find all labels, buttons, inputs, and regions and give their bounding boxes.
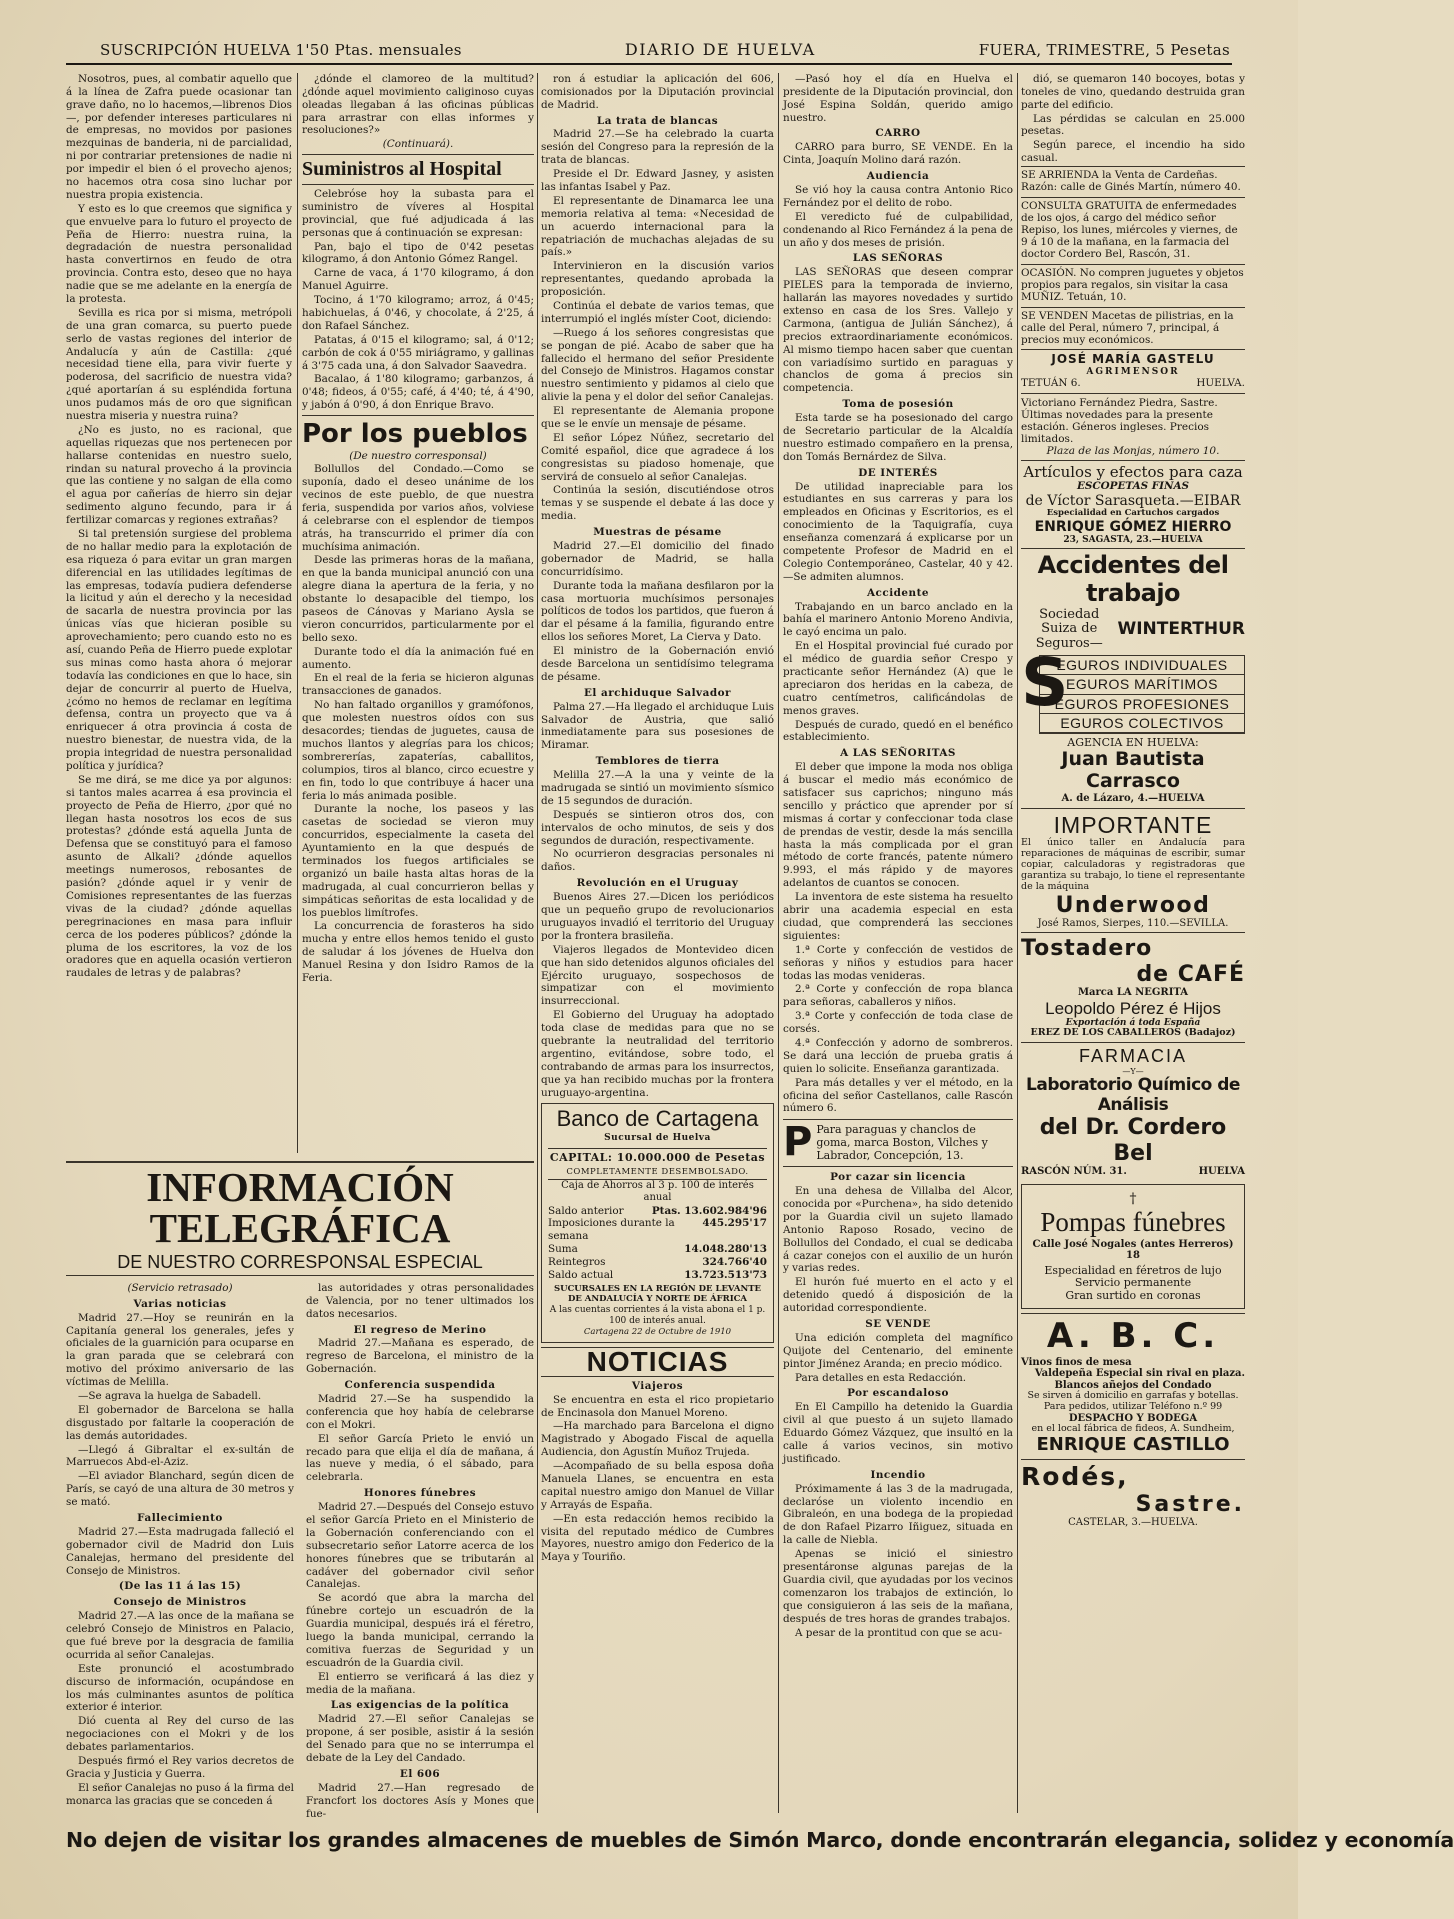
section-heading: Revolución en el Uruguay <box>576 877 739 890</box>
paragraph: El representante de Dinamarca lee una memoria relativa al tema: «Necesidad de un acuerdo internacional para la repatriación de muchachas alejadas de su país.» <box>541 194 774 259</box>
pompas-title: Pompas fúnebres <box>1040 1207 1226 1238</box>
paragraph: —Pasó hoy el día en Huelva el presidente de la Diputación provincial, don José Espina Soldán, querido amigo nuestro. <box>783 72 1013 124</box>
paragraph: Madrid 27.—Hoy se reunirán en la Capitanía general los generales, jefes y oficiales de la guarnición para ocuparse en la gran parada que se celebrará con motivo del próximo aniversario de las víctimas de Melilla. <box>66 1311 294 1389</box>
telegraphic-subheadline: DE NUESTRO CORRESPONSAL ESPECIAL <box>66 1249 534 1276</box>
paragraph: Palma 27.—Ha llegado el archiduque Luis Salvador de Austria, que salió inmediatamente para sus posesiones de Miramar. <box>541 700 774 752</box>
seguros-list <box>1039 655 1245 733</box>
paragraph: Después de curado, quedó en el benéfico establecimiento. <box>783 718 1013 744</box>
paragraph: Bollullos del Condado.—Como se suponía, dado el deseo unánime de los vecinos de este pueblo, de que nuestra feria, suspendida por varios años, volviese á celebrarse con el esplendor de tiempos atrás, ha transcurrido el primer día con muchísima animación. <box>302 463 534 553</box>
caza-ad <box>1021 460 1245 549</box>
section-heading: Muestras de pésame <box>593 526 722 539</box>
paraguas-initial: P <box>783 1119 813 1166</box>
paragraph: Si tal pretensión surgiese del problema de no hallar medio para la explotación de esa riqueza ó para evitar un gran margen diferencial en las utilidades legítimas de las empresas, todavía pudiera defenderse la licitud y aún el derecho y la necesidad de sacarla de nuestra provincia por las únicas vías que hicieran posible su aprovechamiento; pero cuando esto no es así, cuando Peña de Hierro puede explotar sus minas como hasta ahora ó mejorar todavía las condiciones en que lo hace, sin dejar de concurrir al puerto de Huelva, ¿cómo no hemos de reclamar en legítima defensa, contra un proyecto que va á enriquecer á otra provincia á costa de nuestro bienestar, de nuestra vida, de la propia integridad de nuestra personalidad política y jurídica? <box>66 528 292 773</box>
paragraph: A pesar de la prontitud con que se acu- <box>795 1626 1003 1639</box>
bank-row-label: Saldo anterior <box>548 1204 624 1217</box>
section-heading: Accidente <box>866 586 929 599</box>
section-heading: Por escandaloso <box>847 1387 949 1400</box>
paragraph: Madrid 27.—Han regresado de Francfort los doctores Asís y Mones que fue- <box>306 1781 534 1820</box>
importante-title: IMPORTANTE <box>1053 811 1213 838</box>
paragraph: Madrid 27.—Se ha suspendido la conferencia que hoy había de celebrarse con el Mokri. <box>306 1392 534 1431</box>
incendio-cause: Según parece, el incendio ha sido casual. <box>1021 139 1245 165</box>
paragraph: Se acordó que abra la marcha del fúnebre cortejo un escuadrón de la Guardia municipal, después irá el féretro, luego la banda municipal, cerrando la comitiva fuerzas de Seguridad y un escuadrón de la Guardia civil. <box>306 1592 534 1669</box>
section-heading: Viajeros <box>631 1379 684 1392</box>
bank-row-value: 324.766'40 <box>702 1256 767 1269</box>
agencia-label: AGENCIA EN HUELVA: <box>1067 735 1199 749</box>
paragraph: —Se agrava la huelga de Sabadell. <box>78 1389 262 1402</box>
section-heading: A LAS SEÑORITAS <box>840 747 956 760</box>
editorial-paragraphs <box>66 73 292 980</box>
paragraph: El señor López Núñez, secretario del Comité español, dice que agradece á los congresistas su piadoso homenaje, que servirá de consuelo al señor Canalejas. <box>541 431 774 483</box>
seguros-initial: S <box>1021 644 1069 722</box>
telegraphic-section <box>66 1161 534 1820</box>
bank-row-label: Suma <box>548 1243 578 1256</box>
noticias-items-2 <box>783 73 1013 1115</box>
paragraph: En El Campillo ha detenido la Guardia civil al que puesto á un sujeto llamado Eduardo Gómez Vázquez, que insultó en la calle á varios vecinos, sin motivo justificado. <box>783 1401 1013 1465</box>
paragraph: Después se sintieron otros dos, con intervalos de ocho minutos, de seis y dos segundos de duración, respectivamente. <box>541 808 774 847</box>
caza-address: 23, SAGASTA, 23.—HUELVA <box>1063 535 1203 546</box>
bank-row <box>548 1205 767 1218</box>
section-heading: Varias noticias <box>133 1297 227 1310</box>
abc-ad <box>1021 1313 1245 1459</box>
paragraph: ron á estudiar la aplicación del 606, comisionados por la Diputación provincial de Madrid. <box>541 72 774 111</box>
paragraph: Para más detalles y ver el método, en la oficina del señor Castellanos, calle Rascón número 6. <box>783 1076 1013 1115</box>
abc-fabrica: en el local fábrica de fideos, A. Sundheim, <box>1031 1423 1235 1435</box>
caza-brand: de Víctor Sarasqueta.—EIBAR <box>1025 493 1241 510</box>
victoriano-address: Plaza de las Monjas, número 10. <box>1046 444 1220 457</box>
cafe-subtitle: de CAFÉ <box>1136 961 1245 987</box>
paragraph: El representante de Alemania propone que se le envíe un mensaje de pésame. <box>541 405 774 430</box>
paragraph: Tocino, á 1'70 kilogramo; arroz, á 0'45; habichuelas, á 0'46, y chocolate, á 2'25, á don Rafael Sánchez. <box>302 294 534 332</box>
column-telegrams <box>541 73 774 1813</box>
rodes-address: CASTELAR, 3.—HUELVA. <box>1068 1517 1198 1529</box>
hospital-paragraphs <box>302 188 534 412</box>
winterthur-society: Sociedad Suiza de Seguros— <box>1035 606 1103 652</box>
cafe-export: Exportación á toda España <box>1065 1018 1201 1029</box>
paragraph: Dió cuenta al Rey del curso de las negociaciones con el Mokri y de los debates parlamentarios. <box>66 1715 294 1754</box>
abc-title: A. B. C. <box>1046 1316 1220 1357</box>
incendio-cont: dió, se quemaron 140 bocoyes, botas y toneles de vino, quedando destruida gran parte del edificio. <box>1021 72 1245 111</box>
masthead <box>66 36 1232 65</box>
paragraph: Y esto es lo que creemos que significa y que envuelve para lo futuro el proyecto de Peña de Hierro: nuestra ruina, la degradación de nuestra personalidad hasta convertirnos en feudo de otra provincia. Contra esto, deseo que no haya nadie que se me adelante en la energía de la protesta. <box>66 202 292 305</box>
subscription-outside: FUERA, TRIMESTRE, 5 Pesetas <box>978 41 1230 60</box>
cafe-title: Tostadero <box>1021 936 1153 962</box>
paragraph: Apenas se inició el siniestro presentáronse algunas parejas de la Guardia civil, que ayudadas por los vecinos comenzaron los trabajos de extinción, lo que consiguieron á las seis de la mañana, después de tres horas de grandes trabajos. <box>783 1548 1013 1625</box>
telegraphic-left <box>66 1298 294 1808</box>
telegraphic-right <box>306 1282 534 1822</box>
paragraph: Madrid 27.—Mañana es esperado, de regreso de Barcelona, el ministro de la Gobernación. <box>306 1337 534 1376</box>
bank-row-value: 13.723.513'73 <box>684 1268 767 1281</box>
bank-ad <box>541 1103 774 1342</box>
pompas-servicio: Servicio permanente <box>1074 1276 1192 1290</box>
cafe-owner: Leopoldo Pérez é Hijos <box>1045 998 1221 1018</box>
section-heading: Temblores de tierra <box>595 755 720 768</box>
section-heading: Honores fúnebres <box>363 1487 477 1500</box>
underwood-address: José Ramos, Sierpes, 110.—SEVILLA. <box>1037 917 1229 929</box>
column-noticias <box>783 73 1013 1813</box>
bank-branches: SUCURSALES EN LA REGIÓN DE LEVANTE DE ANDALUCÍA Y NORTE DE ÁFRICA <box>553 1283 762 1305</box>
agencia-name: Juan Bautista Carrasco <box>1061 748 1205 793</box>
paragraph: La inventora de este sistema ha resuelto abrir una academia especial en esta ciudad, que comprenderá las secciones siguientes: <box>783 891 1013 942</box>
column-ads <box>1021 73 1245 1813</box>
classified-ad: CONSULTA GRATUITA de enfermedades de los ojos, á cargo del médico señor Repiso, los lunes, miércoles y viernes, de 9 á 10 de la mañana, en la farmacia del doctor Cordero Bel, Rascón, 31. <box>1021 197 1245 264</box>
paragraph: El deber que impone la moda nos obliga á buscar el medio más económico de satisfacer sus caprichos; ninguno más sencillo y práctico que aprender por sí mismas á cortar y confeccionar toda clase de prendas de vestir, desde la más sencilla hasta la más complicada por el gran método de corte francés, patente número 9.993, el más rápido y de mayores adelantos de cuantos se conocen. <box>783 761 1013 890</box>
paragraph: El señor Canalejas no puso á la firma del monarca las gracias que se conceden á <box>66 1781 294 1807</box>
noticias-items <box>541 1380 774 1564</box>
cafe-brand: Marca LA NEGRITA <box>1077 987 1189 998</box>
continuara: (Continuará). <box>382 138 454 151</box>
paragraph: —Acompañado de su bella esposa doña Manuela Llanes, se encuentra en esta capital nuestro amigo don Manuel de Villar y Arrayás de España. <box>541 1460 774 1511</box>
section-heading: (De las 11 á las 15) <box>118 1580 242 1593</box>
agencia-address: A. de Lázaro, 4.—HUELVA <box>1061 793 1205 805</box>
paragraph: Buenos Aires 27.—Dicen los periódicos que un pequeño grupo de revolucionarios uruguayos invadió el territorio del Uruguay por la frontera brasileña. <box>541 891 774 942</box>
classified-ad: SE VENDEN Macetas de pilistrias, en la calle del Peral, número 7, principal, á precios muy económicos. <box>1021 307 1245 350</box>
paragraph: CARRO para burro, SE VENDE. En la Cinta, Joaquín Molino dará razón. <box>783 141 1013 167</box>
paragraph: Madrid 27.—Después del Consejo estuvo el señor García Prieto en el Ministerio de la Gobernación conferenciando con el subsecretario señor Latorre acerca de los honores fúnebres que se tributarán al cadáver del gobernador civil señor Canalejas. <box>306 1501 534 1591</box>
noticias-items-3 <box>783 1171 1013 1639</box>
paragraph: El señor García Prieto le envió un recado para que elija el día de mañana, á las nueve y media, ó el sábado, para celebrarla. <box>306 1432 534 1484</box>
winterthur-brand: WINTERTHUR <box>1117 619 1245 640</box>
paragraph: Se encuentra en esta el rico propietario de Encinasola don Manuel Moreno. <box>541 1393 774 1419</box>
paragraph: El gobernador de Barcelona se halla disgustado por faltarle la cooperación de las demás autoridades. <box>66 1403 294 1442</box>
paragraph: Durante toda la mañana desfilaron por la casa mortuoria muchísimos personajes políticos de todos los partidos, que fueron á dar el pésame á la familia, figurando entre ellos los señores Moret, La Cierva y Dato. <box>541 579 774 644</box>
gastelu-role: AGRIMENSOR <box>1086 367 1180 378</box>
paragraph: El entierro se verificará á las diez y media de la mañana. <box>306 1670 534 1696</box>
hospital-headline: Suministros al Hospital <box>302 154 534 185</box>
pompas-coronas: Gran surtido en coronas <box>1065 1288 1201 1302</box>
farmacia-ad <box>1021 1042 1245 1180</box>
paragraph: 2.ª Corte y confección de ropa blanca para señoras, caballeros y niños. <box>783 983 1013 1009</box>
paragraph: Trabajando en un barco anclado en la bahía el marinero Antonio Moreno Andivia, le cayó encima un palo. <box>783 600 1013 639</box>
paragraph: Intervinieron en la discusión varios representantes, quedando aprobada la proposición. <box>541 260 774 299</box>
winterthur-title: Accidentes del trabajo <box>1037 551 1229 607</box>
farmacia-address: RASCÓN NÚM. 31. <box>1021 1165 1127 1177</box>
noticias-headline: NOTICIAS <box>541 1347 774 1377</box>
abc-valdepena: Valdepeña Especial sin rival en plaza. <box>1034 1368 1245 1380</box>
farmacia-and: —Y— <box>1122 1067 1144 1076</box>
bank-row-value: 445.295'17 <box>702 1217 767 1230</box>
seguros-item: EGUROS INDIVIDUALES <box>1040 656 1244 675</box>
pueblos-paragraphs <box>302 463 534 985</box>
bank-row <box>548 1243 767 1256</box>
section-heading: El regreso de Merino <box>353 1323 487 1336</box>
abc-owner: ENRIQUE CASTILLO <box>1036 1434 1230 1456</box>
section-heading: El archiduque Salvador <box>583 686 731 699</box>
paragraph: Madrid 27.—El domicilio del finado gobernador de Madrid, se halla concurridísimo. <box>541 540 774 578</box>
paragraph: Esta tarde se ha posesionado del cargo de Secretario particular de la Alcaldía nuestro estimado compañero en la prensa, don Tomás Bernárdez de Silva. <box>783 412 1013 463</box>
paragraph: En una dehesa de Villalba del Alcor, conocida por «Purchena», ha sido detenido por la Guardia civil un sujeto llamado Antonio Raposo Rosado, vecino de Bollullos del Condado, el cual se dedicaba á cazar conejos con el auxilio de un hurón y varias redes. <box>783 1185 1013 1275</box>
cafe-address: EREZ DE LOS CABALLEROS (Badajoz) <box>1030 1027 1236 1039</box>
paragraph: No ocurrieron desgracias personales ni daños. <box>541 848 774 874</box>
paragraph: 3.ª Corte y confección de toda clase de corsés. <box>783 1010 1013 1036</box>
paragraph: Sevilla es rica por si misma, metrópoli de una gran comarca, su puerto puede serlo de vastas regiones del interior de Andalucía y aún de Castilla: ¿qué necesidad tiene ella, para vivir fuerte y poderosa, del sacrificio de nuestra vida? ¿qué aportarían á su espléndida fortuna unos pudamos más de oro que significan nuestra miseria y nuestra ruina? <box>66 306 292 422</box>
caza-escopetas: ESCOPETAS FINAS <box>1076 480 1190 493</box>
pompas-address: Calle José Nogales (antes Herreros) 18 <box>1032 1238 1234 1262</box>
gastelu-name: JOSÉ MARÍA GASTELU <box>1051 352 1215 367</box>
farmacia-title: FARMACIA <box>1078 1046 1187 1067</box>
paragraph: Durante todo el día la animación fué en aumento. <box>302 645 534 671</box>
bank-balance <box>548 1205 767 1282</box>
paragraph: Se vió hoy la causa contra Antonio Rico Fernández por el delito de robo. <box>783 183 1013 209</box>
paraguas-ad <box>783 1119 1013 1167</box>
paragraph: Melilla 27.—A la una y veinte de la madrugada se sintió un movimiento sísmico de 15 segundos de duración. <box>541 769 774 807</box>
paragraph: En el Hospital provincial fué curado por el médico de guardia señor Crespo y practicante señor Hernández (A) que le apreciaron dos heridas en la cabeza, de cuatro centímetros, calificándolas de menos graves. <box>783 640 1013 717</box>
abc-despacho: DESPACHO Y BODEGA <box>1068 1412 1198 1424</box>
rodes-ad <box>1021 1459 1245 1532</box>
editorial-end: ¿dónde el clamoreo de la multitud? ¿dónde aquel movimiento caliginoso cuyas oleadas llegaban á las oficinas públicas para arrastrar con ellas informes y resoluciones?» <box>302 72 534 137</box>
bank-row <box>548 1256 767 1269</box>
seguros-item: EGUROS COLECTIVOS <box>1040 714 1244 733</box>
service-note: (Servicio retrasado) <box>127 1281 233 1294</box>
bank-row-label: Reintegros <box>548 1256 606 1269</box>
bank-row-value: Ptas. 13.602.984'96 <box>651 1204 767 1217</box>
paragraph: Próximamente á las 3 de la madrugada, declaróse un violento incendio en Gibraleón, en una bodega de la propiedad de don Rafael Pizarro Iñiguez, situada en la calle de Niebla. <box>783 1482 1013 1547</box>
telegraphic-headline: INFORMACIÓN TELEGRÁFICA <box>66 1161 534 1249</box>
bank-interest: A las cuentas corrientes á la vista abona el 1 p. 100 de interés anual. <box>549 1304 766 1327</box>
paragraph: La concurrencia de forasteros ha sido mucha y entre ellos hemos tenido el gusto de saludar á los jóvenes de Huelva don Manuel Resina y don Isidro Ramos de la Feria. <box>302 920 534 984</box>
underwood-brand: Underwood <box>1055 892 1211 918</box>
paragraph: Bacalao, á 1'80 kilogramo; garbanzos, á 0'48; fideos, á 0'55; café, á 4'40; té, á 4'90, y jabón á 0'90, á don Enrique Bravo. <box>302 373 534 412</box>
victoriano-text: Victoriano Fernández Piedra, Sastre. Últimas novedades para la presente estación. Géneros ingleses. Precios limitados. <box>1021 396 1218 445</box>
paragraph: Patatas, á 0'15 el kilogramo; sal, á 0'12; carbón de cok á 0'55 miriágramo, y gallinas á 3'75 cada una, á don Salvador Saavedra. <box>302 333 534 372</box>
paragraph: —El aviador Blanchard, según dicen de París, se cayó de una altura de 30 metros y se mató. <box>66 1470 294 1509</box>
column-hospital-pueblos <box>302 73 534 1153</box>
section-heading: CARRO <box>875 127 921 140</box>
newspaper-title: DIARIO DE HUELVA <box>624 40 816 59</box>
paragraph: Después firmó el Rey varios decretos de Gracia y Justicia y Guerra. <box>66 1755 294 1780</box>
paragraph: Nosotros, pues, al combatir aquello que á la línea de Zafra puede ocasionar tan grave daño, no lo hacemos,—librenos Dios —, por defender intereses particulares ni de empresas, no movidos por pasiones mezquinas de banderia, ni de parcialidad, ni por contrariar pretensiones de nadie ni por impedir el bien ó el provecho ajenos; no hacemos otra cosa sino luchar por nuestra propia existencia. <box>66 72 292 201</box>
bank-title: Banco de Cartagena <box>556 1106 759 1132</box>
section-heading: Toma de posesión <box>842 398 954 411</box>
paragraph: No han faltado organillos y gramófonos, que molesten nuestros oídos con sus desacordes; tiendas de juguetes, causa de muchos llantos y alegrías para los chicos; sombrererías, zapaterías, caballitos, columpios, tiros al blanco, circo ecuestre y en fin, todo lo que contribuye á hacer una feria lo más animada posible. <box>302 699 534 802</box>
caza-owner: ENRIQUE GÓMEZ HIERRO <box>1034 518 1232 535</box>
telegram-items <box>541 73 774 1100</box>
farmacia-doctor: del Dr. Cordero Bel <box>1039 1115 1227 1166</box>
paragraph: —Ruego á los señores congresistas que se pongan de pié. Acabo de saber que ha fallecido el hermano del señor Presidente del Consejo de Ministros. Hagamos constar nuestro sentimiento y pidamos al cielo que alivie la pena y el dolor del señor Canalejas. <box>541 326 774 404</box>
importante-text: El único taller en Andalucía para reparaciones de máquinas de escribir, sumar copiar, calculadoras y registradoras que garantiza su trabajo, lo tiene el representante de la máquina <box>1021 837 1245 892</box>
section-heading: Por cazar sin licencia <box>830 1171 966 1184</box>
seguros-item: EGUROS MARÍTIMOS <box>1040 675 1244 694</box>
section-heading: DE INTERÉS <box>858 466 938 479</box>
paragraph: LAS SEÑORAS que deseen comprar PIELES para la temporada de invierno, hallarán las mayores novedades y surtido extenso en casa de los Sres. Vallejo y Carmona, (antigua de Julián Sánchez), á precios extraordinariamente económicos. Al mismo tiempo hacen saber que cuentan con variadísimo surtido en paraguas y chanclos de goma á precios sin competencia. <box>783 266 1013 395</box>
paragraph: Desde las primeras horas de la mañana, en que la banda municipal anunció con una alegre diana la apertura de la feria, y no obstante lo desapacible del tiempo, los paseos de Cánovas y Mariano Aysla se vieron concurridos, particularmente por el bello sexo. <box>302 554 534 644</box>
abc-vinos: Vinos finos de mesa <box>1021 1356 1132 1368</box>
bank-row <box>548 1269 767 1282</box>
paragraph: Carne de vaca, á 1'70 kilogramo, á don Manuel Aguirre. <box>302 267 534 293</box>
rodes-role: Sastre. <box>1135 1491 1245 1517</box>
paragraph: Madrid 27.—El señor Canalejas se propone, á ser posible, asistir á la sesión del Senado para que no se interrumpa el debate de la Ley del Candado. <box>306 1713 534 1764</box>
paragraph: Pan, bajo el tipo de 0'42 pesetas kilogramo, á don Antonio Gómez Rangel. <box>302 240 534 266</box>
paragraph: Se me dirá, se me dice ya por algunos: si tantos males acarrea á esa provincia el proyecto de Peña de Hierro, ¿por qué no llegan hasta nosotros los ecos de sus protestas? ¿dónde está aquella Junta de Defensa que se constituyó para el famoso asunto de Alkali? ¿dónde aquellos meetings numerosos, rebosantes de pasión? ¿dónde aquel ir y venir de Comisiones representantes de las fuerzas vivas de la ciudad? ¿dónde aquellas peregrinaciones en masa para influir cerca de los poderes públicos? ¿dónde la pluma de los escritores, la voz de los oradores que en aquella ocasión vertieron raudales de letras y de palabras? <box>66 773 292 980</box>
paragraph: —Llegó á Gibraltar el ex-sultán de Marruecos Abd-el-Aziz. <box>66 1443 294 1469</box>
paragraph: Continúa la sesión, discutiéndose otros temas y se suspende el debate á las doce y media. <box>541 484 774 523</box>
bank-row-label: Imposiciones durante la semana <box>548 1217 675 1243</box>
paragraph: 4.ª Confección y adorno de sombreros. Se dará una lección de prueba gratis á quien lo solicite. Enseñanza garantizada. <box>783 1036 1013 1075</box>
footer-banner: No dejen de visitar los grandes almacenes de muebles de Simón Marco, donde encontrarán elegancia, solidez y economía <box>66 1828 1454 1852</box>
paraguas-text: Para paraguas y chanclos de goma, marca Boston, Vilches y Labrador, Concepción, 13. <box>816 1123 988 1162</box>
caza-cartuchos: Especialidad en Cartuchos cargados <box>1046 508 1220 519</box>
incendio-losses: Las pérdidas se calculan en 25.000 pesetas. <box>1021 112 1245 138</box>
farmacia-city: HUELVA <box>1198 1165 1245 1177</box>
section-heading: La trata de blancas <box>596 114 719 127</box>
cafe-ad <box>1021 932 1245 1042</box>
section-heading: Audiencia <box>866 170 930 183</box>
paragraph: las autoridades y otras personalidades de Valencia, por no tener ultimados los datos necesarios. <box>306 1281 534 1320</box>
gastelu-city: HUELVA. <box>1196 376 1245 389</box>
paragraph: Para detalles en esta Redacción. <box>795 1371 967 1384</box>
winterthur-ad <box>1021 548 1245 807</box>
paragraph: Continúa el debate de varios temas, que interrumpió el inglés míster Coot, diciendo: <box>541 299 774 325</box>
victoriano-ad <box>1021 393 1245 460</box>
bank-row-label: Saldo actual <box>548 1268 614 1281</box>
gastelu-address: TETUÁN 6. <box>1021 376 1081 389</box>
rodes-name: Rodés, <box>1021 1461 1129 1491</box>
paragraph: El hurón fué muerto en el acto y el detenido quedó á disposición de la autoridad correspondiente. <box>783 1276 1013 1315</box>
paragraph: De utilidad inapreciable para los estudiantes en sus carreras y para los empleados en Oficinas y Escritorios, es el conocimiento de la Taquigrafía, cuya enseñanza comenzará á explicarse por un competente Profesor de Madrid en el Colegio Contemporáneo, Castelar, 40 y 42.—Se admiten alumnos. <box>783 480 1013 583</box>
bank-row-value: 14.048.280'13 <box>684 1243 767 1256</box>
bank-branch: Sucursal de Huelva <box>604 1133 711 1144</box>
section-heading: Consejo de Ministros <box>113 1596 247 1609</box>
cross-icon: † <box>1129 1191 1137 1208</box>
pompas-feretros: Especialidad en féretros de lujo <box>1044 1263 1222 1277</box>
paragraph: El veredicto fué de culpabilidad, condenando al Rico Fernández á la pena de un año y dos meses de prisión. <box>783 210 1013 249</box>
bank-paid: COMPLETAMENTE DESEMBOLSADO. <box>566 1167 749 1178</box>
section-heading: Incendio <box>870 1468 926 1481</box>
section-heading: Conferencia suspendida <box>344 1379 496 1392</box>
pueblos-headline: Por los pueblos <box>302 415 534 450</box>
underwood-ad <box>1021 808 1245 933</box>
section-heading: LAS SEÑORAS <box>852 252 944 265</box>
section-heading: Las exigencias de la política <box>330 1699 510 1712</box>
paragraph: Celebróse hoy la subasta para el suministro de víveres al Hospital provincial, que fué adjudicada á las personas que á continuación se expresan: <box>302 187 534 239</box>
columns <box>66 72 1245 1823</box>
column-editorial <box>66 73 292 1153</box>
farmacia-lab: Laboratorio Químico de Análisis <box>1026 1075 1240 1115</box>
abc-blancos: Blancos añejos del Condado <box>1054 1379 1212 1391</box>
classified-ad: SE ARRIENDA la Venta de Cardeñas. Razón: calle de Ginés Martín, número 40. <box>1021 166 1245 197</box>
paragraph: Una edición completa del magnífico Quijote del Centenario, del eminente pintor Jiménez Aranda; en precio módico. <box>783 1331 1013 1370</box>
classified-ad: OCASIÓN. No compren juguetes y objetos propios para regalos, sin visitar la casa MUÑIZ. Tetuán, 10. <box>1021 264 1245 307</box>
paragraph: —Ha marchado para Barcelona el digno Magistrado y Abogado Fiscal de aquella Audiencia, don Agustín Muñoz Trujeda. <box>541 1420 774 1459</box>
caza-title: Artículos y efectos para caza <box>1023 462 1243 481</box>
paragraph: Madrid 27.—Se ha celebrado la cuarta sesión del Congreso para la represión de la trata de blancas. <box>541 128 774 167</box>
section-heading: SE VENDE <box>865 1318 931 1331</box>
bank-date: Cartagena 22 de Octubre de 1910 <box>583 1327 732 1338</box>
abc-domicilio: Se sirven á domicilio en garrafas y botellas. Para pedidos, utilizar Teléfono n.º 99 <box>1027 1390 1239 1412</box>
section-heading: Fallecimiento <box>137 1511 223 1524</box>
gastelu-ad <box>1021 349 1245 392</box>
paragraph: 1.ª Corte y confección de vestidos de señoras y niños y estudios para hacer todas las modas venideras. <box>783 943 1013 982</box>
seguros-item: EGUROS PROFESIONES <box>1040 695 1244 714</box>
paragraph: Madrid 27.—A las once de la mañana se celebró Consejo de Ministros en Palacio, que fué breve por la desgracia de familia ocurrida al señor Canalejas. <box>66 1610 294 1661</box>
paragraph: Preside el Dr. Edward Jasney, y asisten las infantas Isabel y Paz. <box>541 168 774 193</box>
bank-savings: Caja de Ahorros al 3 p. 100 de interés anual <box>548 1179 767 1205</box>
pompas-ad <box>1021 1184 1245 1309</box>
bank-row <box>548 1217 767 1243</box>
section-heading: El 606 <box>399 1767 441 1780</box>
paragraph: —En esta redacción hemos recibido la visita del reputado médico de Cumbres Mayores, nuestro amigo don Federico de la Maya y Touriño. <box>541 1512 774 1564</box>
paragraph: Viajeros llegados de Montevideo dicen que han sido detenidos algunos oficiales del Ejército uruguayo, sospechosos de simpatizar con el movimiento insurreccional. <box>541 943 774 1008</box>
paragraph: El ministro de la Gobernación envió desde Barcelona un sentidísimo telegrama de pésame. <box>541 645 774 683</box>
paragraph: ¿No es justo, no es racional, que aquellas riquezas que nos pertenecen por hallarse contenidas en nuestro suelo, rindan su natural provecho á la provincia que las contiene y no salgan de ella como el agua por cañerías de hierro sin dejar sedimento alguno fecundo, para ir á fertilizar comarcas y regiones extrañas? <box>66 423 292 527</box>
pueblos-byline: (De nuestro corresponsal) <box>349 450 487 463</box>
paragraph: En el real de la feria se hicieron algunas transacciones de ganados. <box>302 672 534 698</box>
paragraph: Madrid 27.—Esta madrugada falleció el gobernador civil de Madrid don Luis Canalejas, hermano del presidente del Consejo de Ministros. <box>66 1525 294 1577</box>
subscription-local: SUSCRIPCIÓN HUELVA 1'50 Ptas. mensuales <box>100 41 462 60</box>
paragraph: Este pronunció el acostumbrado discurso de información, ocupándose en los más culminantes asuntos de política exterior é interior. <box>66 1662 294 1714</box>
classified-ads <box>1021 166 1245 349</box>
paragraph: Durante la noche, los paseos y las casetas de sociedad se vieron muy concurridos, especialmente la caseta del Ayuntamiento en la que después de terminados los fuegos artificiales se organizó un baile hasta altas horas de la madrugada, al cual concurrieron bellas y simpáticas señoritas de esta localidad y de los pueblos limítrofes. <box>302 803 534 919</box>
paragraph: El Gobierno del Uruguay ha adoptado toda clase de medidas para que no se quebrante la neutralidad del territorio argentino, evitándose, sobre todo, el contrabando de armas para los insurrectos, que ya han recibido muchas por la frontera uruguayo-argentina. <box>541 1009 774 1099</box>
bank-capital: CAPITAL: 10.000.000 de Pesetas <box>548 1148 767 1165</box>
